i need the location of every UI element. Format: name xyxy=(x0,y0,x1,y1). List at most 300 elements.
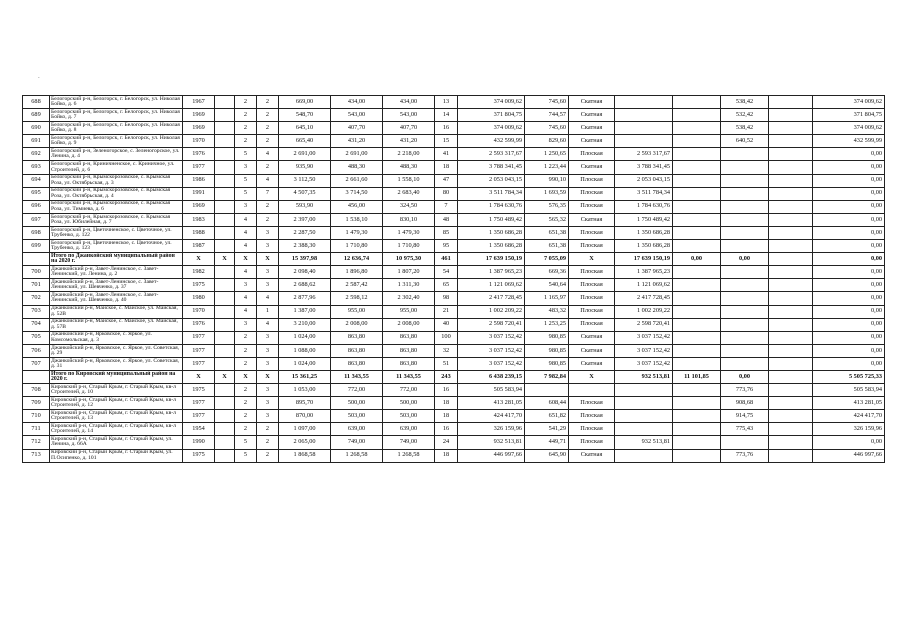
table-cell: Плоская xyxy=(569,226,615,239)
table-cell: Плоская xyxy=(569,174,615,187)
table-cell xyxy=(769,384,813,397)
table-cell: 608,44 xyxy=(525,397,569,410)
address-cell: Белогорский р-н, Белогорск, г. Белогорск, ул. Николая Бойко, д. 9 xyxy=(50,135,183,148)
table-cell: 640,52 xyxy=(721,135,769,148)
table-cell: 14 xyxy=(435,109,458,122)
row-number-cell: 690 xyxy=(23,122,50,135)
table-cell: 543,00 xyxy=(331,109,383,122)
table-cell: 1975 xyxy=(183,384,215,397)
table-cell: 0,00 xyxy=(721,253,769,266)
table-cell xyxy=(215,305,235,318)
table-cell: 863,80 xyxy=(331,344,383,357)
table-cell: 1977 xyxy=(183,344,215,357)
table-cell: 4 xyxy=(235,213,257,226)
table-cell: Скатная xyxy=(569,122,615,135)
table-cell: 863,80 xyxy=(331,357,383,370)
address-cell: Джанкойский р-н, Завет-Ленинское, с. Завет-Ленинский, ул. Шевченко, д. 40 xyxy=(50,292,183,305)
table-cell: 1 479,30 xyxy=(383,226,435,239)
table-cell: 651,38 xyxy=(525,226,569,239)
table-cell xyxy=(769,122,813,135)
table-cell: 5 xyxy=(235,187,257,200)
table-cell: 4 507,35 xyxy=(279,187,331,200)
table-cell: 6 438 239,15 xyxy=(458,370,525,383)
table-cell: 2 053 043,15 xyxy=(615,174,673,187)
table-cell: 1 896,80 xyxy=(331,266,383,279)
table-cell: 1976 xyxy=(183,148,215,161)
table-cell xyxy=(721,292,769,305)
table-cell: 538,42 xyxy=(721,122,769,135)
table-cell: 2 417 728,45 xyxy=(615,292,673,305)
table-cell: 2 397,00 xyxy=(279,213,331,226)
table-cell xyxy=(673,135,721,148)
address-cell: Кировский р-н, Старый Крым, г. Старый Крым, кв-л Строителей, д. 12 xyxy=(50,397,183,410)
table-cell: 3 210,00 xyxy=(279,318,331,331)
table-cell: 1987 xyxy=(183,240,215,253)
table-cell: X xyxy=(235,253,257,266)
table-cell: 1977 xyxy=(183,397,215,410)
table-cell: 2 661,60 xyxy=(331,174,383,187)
row-number-cell: 705 xyxy=(23,331,50,344)
table-cell xyxy=(569,384,615,397)
table-cell: 456,00 xyxy=(331,200,383,213)
table-cell: 0,00 xyxy=(813,292,885,305)
table-cell: 15 xyxy=(435,135,458,148)
table-cell: 1 784 630,76 xyxy=(458,200,525,213)
table-cell: 1 750 489,42 xyxy=(458,213,525,226)
table-cell: 2 691,00 xyxy=(331,148,383,161)
table-cell xyxy=(673,449,721,462)
table-cell xyxy=(769,161,813,174)
table-cell: 18 xyxy=(435,410,458,423)
address-cell: Джанкойский р-н, Ярковское, с. Яркое, ул. Советская, д. 31 xyxy=(50,357,183,370)
table-row xyxy=(23,331,885,344)
table-cell: 980,85 xyxy=(525,331,569,344)
table-cell: 374 009,62 xyxy=(458,122,525,135)
table-cell xyxy=(673,240,721,253)
address-cell: Кировский р-н, Старый Крым, г. Старый Крым, ул. Ленина, д. 66А xyxy=(50,436,183,449)
table-cell: 3 xyxy=(257,397,279,410)
table-cell: 10 975,30 xyxy=(383,253,435,266)
table-cell: 1 710,80 xyxy=(383,240,435,253)
table-cell: 1977 xyxy=(183,161,215,174)
table-cell: 1954 xyxy=(183,423,215,436)
table-cell: 3 xyxy=(257,226,279,239)
table-cell: Плоская xyxy=(569,279,615,292)
table-cell: 863,80 xyxy=(383,344,435,357)
table-cell: 374 009,62 xyxy=(813,96,885,109)
table-cell: 80 xyxy=(435,187,458,200)
table-cell xyxy=(215,161,235,174)
table-cell: 0,00 xyxy=(813,226,885,239)
table-cell: 3 112,50 xyxy=(279,174,331,187)
table-cell: 0,00 xyxy=(813,240,885,253)
table-cell: 483,32 xyxy=(525,305,569,318)
table-cell xyxy=(769,109,813,122)
table-cell xyxy=(673,318,721,331)
table-cell: 2 008,00 xyxy=(383,318,435,331)
table-cell xyxy=(769,423,813,436)
table-cell xyxy=(673,174,721,187)
table-cell: 863,80 xyxy=(383,331,435,344)
table-cell: 11 343,55 xyxy=(383,370,435,383)
table-cell xyxy=(215,109,235,122)
table-cell: 593,90 xyxy=(279,200,331,213)
table-cell: 1 350 686,28 xyxy=(458,240,525,253)
table-row xyxy=(23,318,885,331)
table-cell: 863,80 xyxy=(331,331,383,344)
table-cell xyxy=(769,148,813,161)
table-cell xyxy=(769,266,813,279)
table-row xyxy=(23,266,885,279)
table-cell: Плоская xyxy=(569,305,615,318)
table-cell: 505 583,94 xyxy=(458,384,525,397)
table-cell: 17 639 150,19 xyxy=(615,253,673,266)
table-cell: 2 xyxy=(235,109,257,122)
table-cell: 100 xyxy=(435,331,458,344)
table-cell xyxy=(215,279,235,292)
table-cell: 3 037 152,42 xyxy=(458,331,525,344)
table-cell xyxy=(769,253,813,266)
address-cell: Джанкойский р-н, Ярковское, с. Яркое, ул. Советская, д. 29 xyxy=(50,344,183,357)
table-row xyxy=(23,384,885,397)
table-cell: 15 361,25 xyxy=(279,370,331,383)
table-cell xyxy=(673,187,721,200)
address-cell: Белогорский р-н, Цветочненское, с. Цветочное, ул. Трубенко, д. 122 xyxy=(50,226,183,239)
table-cell: 745,60 xyxy=(525,122,569,135)
table-cell: 2 598 720,41 xyxy=(458,318,525,331)
table-cell: 1 223,44 xyxy=(525,161,569,174)
table-cell xyxy=(721,331,769,344)
page-mark: . xyxy=(38,72,40,80)
table-cell xyxy=(673,397,721,410)
table-cell: 3 xyxy=(235,161,257,174)
table-row xyxy=(23,410,885,423)
table-cell: 424 417,70 xyxy=(813,410,885,423)
table-row xyxy=(23,122,885,135)
table-cell: 0,00 xyxy=(813,174,885,187)
table-cell: 16 xyxy=(435,384,458,397)
table-cell: Скатная xyxy=(569,96,615,109)
table-cell xyxy=(769,226,813,239)
table-cell xyxy=(215,318,235,331)
table-cell: 4 xyxy=(235,305,257,318)
table-cell: 0,00 xyxy=(813,318,885,331)
table-row xyxy=(23,187,885,200)
table-cell: 1 558,10 xyxy=(383,174,435,187)
table-cell xyxy=(215,357,235,370)
table-cell xyxy=(673,423,721,436)
table-cell xyxy=(615,449,673,462)
table-cell: 2 xyxy=(235,357,257,370)
table-cell: 7 982,84 xyxy=(525,370,569,383)
table-row xyxy=(23,226,885,239)
table-cell: Скатная xyxy=(569,357,615,370)
row-number-cell: 711 xyxy=(23,423,50,436)
row-number-cell: 712 xyxy=(23,436,50,449)
table-cell: Скатная xyxy=(569,449,615,462)
table-cell: 749,00 xyxy=(331,436,383,449)
table-cell: 2 593 317,67 xyxy=(458,148,525,161)
table-row xyxy=(23,148,885,161)
table-cell: 1982 xyxy=(183,266,215,279)
table-cell: Плоская xyxy=(569,397,615,410)
table-cell: 4 xyxy=(235,226,257,239)
table-cell: 434,00 xyxy=(331,96,383,109)
table-cell: Скатная xyxy=(569,161,615,174)
table-cell: 432 599,99 xyxy=(813,135,885,148)
table-cell: 7 xyxy=(257,187,279,200)
table-cell xyxy=(215,135,235,148)
table-cell xyxy=(769,213,813,226)
table-cell: 432 599,99 xyxy=(458,135,525,148)
table-cell: 914,75 xyxy=(721,410,769,423)
table-cell: 1 710,80 xyxy=(331,240,383,253)
table-cell: 2 302,40 xyxy=(383,292,435,305)
table-row xyxy=(23,200,885,213)
table-cell xyxy=(673,305,721,318)
table-cell: 65 xyxy=(435,279,458,292)
address-cell: Кировский р-н, Старый Крым, г. Старый Крым, ул. П.Осипенко, д. 101 xyxy=(50,449,183,462)
table-cell xyxy=(769,449,813,462)
table-cell: 11 101,85 xyxy=(673,370,721,383)
table-cell xyxy=(215,397,235,410)
table-cell xyxy=(769,357,813,370)
address-cell: Белогорский р-н, Криничненское, с. Криничное, ул. Строителей, д. 6 xyxy=(50,161,183,174)
table-cell: 932 513,81 xyxy=(458,436,525,449)
table-cell: 0,00 xyxy=(813,436,885,449)
table-cell: Плоская xyxy=(569,187,615,200)
table-cell: 5 505 725,33 xyxy=(813,370,885,383)
table-cell: 413 281,05 xyxy=(458,397,525,410)
table-cell: 11 343,55 xyxy=(331,370,383,383)
table-cell: X xyxy=(235,370,257,383)
table-cell: 505 583,94 xyxy=(813,384,885,397)
table-cell: 1 750 489,42 xyxy=(615,213,673,226)
table-cell: 2 xyxy=(257,96,279,109)
table-cell xyxy=(769,174,813,187)
table-cell: 51 xyxy=(435,357,458,370)
table-row xyxy=(23,423,885,436)
table-row xyxy=(23,357,885,370)
table-cell: 3 xyxy=(235,318,257,331)
table-cell: 500,00 xyxy=(383,397,435,410)
table-cell: X xyxy=(183,370,215,383)
table-cell: 773,76 xyxy=(721,449,769,462)
table-cell: Плоская xyxy=(569,436,615,449)
table-cell xyxy=(721,266,769,279)
table-cell: 0,00 xyxy=(813,161,885,174)
table-cell: 829,60 xyxy=(525,135,569,148)
table-cell: 324,50 xyxy=(383,200,435,213)
table-cell: Скатная xyxy=(569,331,615,344)
table-cell: 3 xyxy=(257,331,279,344)
table-row xyxy=(23,240,885,253)
table-cell xyxy=(769,240,813,253)
row-number-cell: 708 xyxy=(23,384,50,397)
table-cell: 3 xyxy=(257,410,279,423)
table-cell xyxy=(615,135,673,148)
table-cell: 2 688,62 xyxy=(279,279,331,292)
table-row xyxy=(23,279,885,292)
table-cell: 2 877,96 xyxy=(279,292,331,305)
table-cell: 895,70 xyxy=(279,397,331,410)
table-cell: 326 159,96 xyxy=(813,423,885,436)
table-cell: 935,90 xyxy=(279,161,331,174)
table-cell: 576,35 xyxy=(525,200,569,213)
table-cell: 1 311,30 xyxy=(383,279,435,292)
table-cell: 1 024,00 xyxy=(279,331,331,344)
table-cell: 2 xyxy=(257,423,279,436)
table-cell: 488,30 xyxy=(331,161,383,174)
table-cell: 1 784 630,76 xyxy=(615,200,673,213)
address-cell: Итого по Джанкойский муниципальный район на 2020 г. xyxy=(50,253,183,266)
table-cell xyxy=(769,292,813,305)
table-cell: Плоская xyxy=(569,423,615,436)
table-cell: 3 xyxy=(257,384,279,397)
row-number-cell: 704 xyxy=(23,318,50,331)
table-cell: 3 037 152,42 xyxy=(458,344,525,357)
address-cell: Джанкойский р-н, Майское, с. Майское, ул. Майская, д. 52В xyxy=(50,305,183,318)
table-row xyxy=(23,161,885,174)
table-cell: 1 097,00 xyxy=(279,423,331,436)
table-cell: 2 593 317,67 xyxy=(615,148,673,161)
table-cell: 48 xyxy=(435,213,458,226)
row-number-cell: 698 xyxy=(23,226,50,239)
table-cell: 0,00 xyxy=(813,344,885,357)
table-cell xyxy=(215,122,235,135)
row-number-cell: 689 xyxy=(23,109,50,122)
table-cell: 541,29 xyxy=(525,423,569,436)
table-cell: 2 053 043,15 xyxy=(458,174,525,187)
table-cell: 980,85 xyxy=(525,357,569,370)
table-row xyxy=(23,344,885,357)
table-cell: 1 002 209,22 xyxy=(458,305,525,318)
table-cell xyxy=(215,187,235,200)
table-cell: 2 098,40 xyxy=(279,266,331,279)
table-cell: 3 714,50 xyxy=(331,187,383,200)
table-cell: 775,43 xyxy=(721,423,769,436)
table-cell: 17 639 150,19 xyxy=(458,253,525,266)
table-cell xyxy=(721,305,769,318)
table-cell xyxy=(769,279,813,292)
table-cell: 1 253,25 xyxy=(525,318,569,331)
table-cell: 1969 xyxy=(183,109,215,122)
table-cell xyxy=(721,240,769,253)
table-cell: 2 xyxy=(235,410,257,423)
table-cell: 548,70 xyxy=(279,109,331,122)
table-cell: 2 xyxy=(235,397,257,410)
table-cell: 543,00 xyxy=(383,109,435,122)
table-cell: 3 xyxy=(235,200,257,213)
table-cell: Плоская xyxy=(569,200,615,213)
table-cell xyxy=(673,292,721,305)
table-cell: 98 xyxy=(435,292,458,305)
table-cell xyxy=(769,436,813,449)
table-cell: 434,00 xyxy=(383,96,435,109)
address-cell: Кировский р-н, Старый Крым, г. Старый Крым, кв-л Строителей, д. 13 xyxy=(50,410,183,423)
table-cell: Плоская xyxy=(569,292,615,305)
table-cell: 830,10 xyxy=(383,213,435,226)
table-cell: 15 397,98 xyxy=(279,253,331,266)
table-cell: 488,30 xyxy=(383,161,435,174)
row-number-cell: 713 xyxy=(23,449,50,462)
table-cell: 85 xyxy=(435,226,458,239)
table-cell: 1 350 686,28 xyxy=(615,240,673,253)
address-cell: Белогорский р-н, Зеленогорское, с. Зеленогорское, ул. Ленина, д. 4 xyxy=(50,148,183,161)
table-cell xyxy=(673,436,721,449)
address-cell: Белогорский р-н, Белогорск, г. Белогорск, ул. Николая Бойко, д. 7 xyxy=(50,109,183,122)
table-cell: 431,20 xyxy=(331,135,383,148)
table-cell: 645,10 xyxy=(279,122,331,135)
table-row xyxy=(23,96,885,109)
table-cell: 1 053,00 xyxy=(279,384,331,397)
table-cell xyxy=(673,410,721,423)
table-cell xyxy=(673,161,721,174)
table-cell: 773,76 xyxy=(721,384,769,397)
table-cell: 639,00 xyxy=(331,423,383,436)
table-cell: 749,00 xyxy=(383,436,435,449)
table-cell: 18 xyxy=(435,161,458,174)
table-cell xyxy=(215,148,235,161)
table-cell: 5 xyxy=(235,436,257,449)
row-number-cell: 701 xyxy=(23,279,50,292)
table-cell: 3 xyxy=(257,279,279,292)
table-cell xyxy=(673,331,721,344)
table-cell: 532,42 xyxy=(721,109,769,122)
table-cell: 431,20 xyxy=(383,135,435,148)
table-cell: 2 xyxy=(257,449,279,462)
table-cell: 1990 xyxy=(183,436,215,449)
table-cell: 1 693,59 xyxy=(525,187,569,200)
table-cell: 424 417,70 xyxy=(458,410,525,423)
table-cell xyxy=(769,397,813,410)
table-cell xyxy=(615,96,673,109)
table-cell: 565,32 xyxy=(525,213,569,226)
table-cell: 41 xyxy=(435,148,458,161)
table-cell: 645,90 xyxy=(525,449,569,462)
table-cell xyxy=(215,213,235,226)
table-cell: 669,36 xyxy=(525,266,569,279)
table-cell: 4 xyxy=(235,266,257,279)
table-cell: 500,00 xyxy=(331,397,383,410)
table-cell xyxy=(769,187,813,200)
row-number-cell: 702 xyxy=(23,292,50,305)
table-cell: 7 055,09 xyxy=(525,253,569,266)
table-cell: 2 xyxy=(235,423,257,436)
table-cell: 3 788 341,45 xyxy=(615,161,673,174)
table-cell xyxy=(215,449,235,462)
table-cell: 0,00 xyxy=(813,279,885,292)
table-cell: 407,70 xyxy=(383,122,435,135)
table-cell xyxy=(721,148,769,161)
table-cell xyxy=(721,187,769,200)
table-cell xyxy=(215,436,235,449)
table-cell xyxy=(721,344,769,357)
table-cell xyxy=(215,331,235,344)
table-cell xyxy=(673,109,721,122)
table-row xyxy=(23,305,885,318)
table-cell: 1 538,10 xyxy=(331,213,383,226)
row-number-cell: 691 xyxy=(23,135,50,148)
table-cell: 2 598 720,41 xyxy=(615,318,673,331)
table-cell: 1977 xyxy=(183,331,215,344)
address-cell: Белогорский р-н, Крымскорозовское, с. Крымская Роза, ул. Октябрьская, д. 4 xyxy=(50,187,183,200)
table-cell: 1 165,97 xyxy=(525,292,569,305)
table-cell: 2 691,00 xyxy=(279,148,331,161)
address-cell: Белогорский р-н, Крымскорозовское, с. Крымская Роза, ул. Юбилейная, д. 7 xyxy=(50,213,183,226)
table-cell: 980,85 xyxy=(525,344,569,357)
table-cell: 0,00 xyxy=(813,200,885,213)
